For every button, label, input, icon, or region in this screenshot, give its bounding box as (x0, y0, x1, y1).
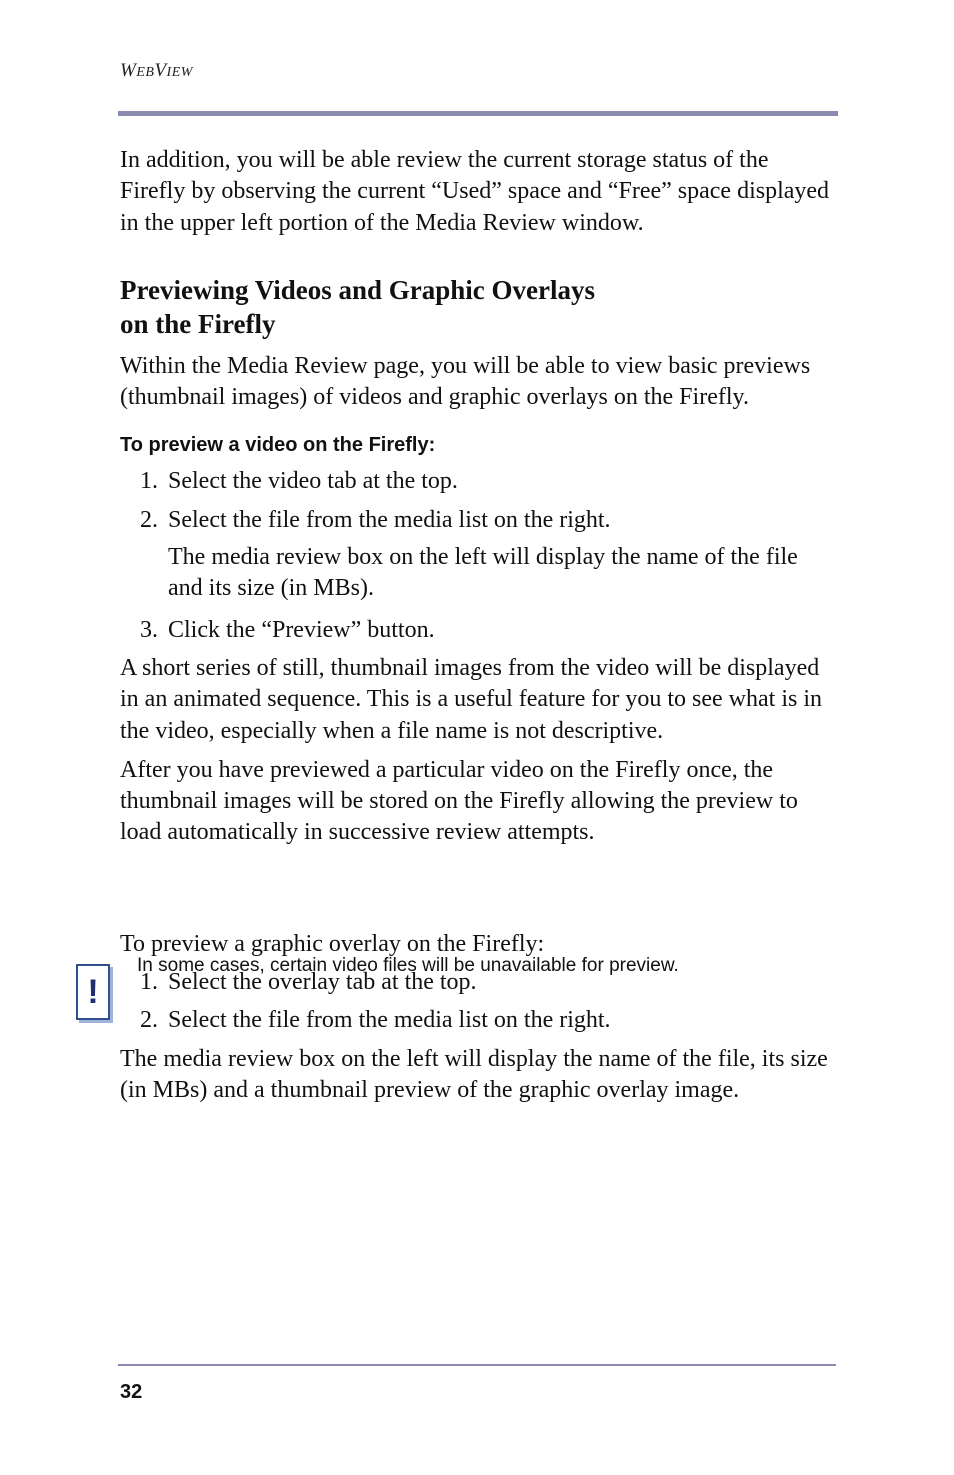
page-number: 32 (120, 1381, 143, 1403)
step-text: Click the “Preview” button. (168, 616, 435, 643)
list-item (120, 1005, 835, 1036)
running-head-v: V (154, 60, 167, 81)
step-number: 3. (140, 616, 158, 643)
section-heading-line2: on the Firefly (120, 308, 276, 339)
video-steps-list (120, 466, 835, 536)
step-number: 1. (140, 468, 158, 495)
video-steps-list-continued (120, 615, 835, 646)
step-detail: The media review box on the left will display the name of the file and its size (in MBs). (168, 544, 798, 602)
list-item (120, 615, 835, 646)
overlay-procedure-intro: To preview a graphic overlay on the Firefly: (120, 930, 545, 957)
step-number: 2. (140, 506, 158, 533)
note-icon-glyph: ! (87, 972, 99, 1011)
running-head-eb: EB (136, 65, 155, 80)
step-text: Select the file from the media list on the right. (168, 1007, 611, 1034)
video-after-paragraph-1: A short series of still, thumbnail images from the video will be displayed in an animated sequence. This is a useful feature for you to see what is in the video, especially when a file name is not descriptive. (120, 654, 823, 744)
note-text: In some cases, certain video files will be unavailable for preview. (137, 955, 679, 976)
intro-paragraph: In addition, you will be able review the current storage status of the Firefly by observing the current “Used” space and “Free” space displayed in the upper left portion of the Media Review window. (120, 147, 830, 236)
running-head-w: W (120, 60, 137, 81)
running-head-iew: IEW (166, 65, 193, 80)
section-heading (120, 273, 835, 341)
step-text: Select the video tab at the top. (168, 468, 458, 495)
video-procedure-heading: To preview a video on the Firefly: (120, 434, 436, 457)
section-paragraph: Within the Media Review page, you will be able to view basic previews (thumbnail images) of videos and graphic overlays on the Firefly. (120, 352, 811, 411)
step-number: 2. (140, 1007, 158, 1034)
overlay-after-paragraph: The media review box on the left will display the name of the file, its size (in MBs) and a thumbnail preview of the graphic overlay image. (120, 1045, 828, 1103)
footer-rule (118, 1364, 836, 1366)
step-text: Select the overlay tab at the top. (168, 969, 477, 996)
video-after-paragraph-2: After you have previewed a particular video on the Firefly once, the thumbnail images will be stored on the Firefly allowing the preview to load automatically in successive review attempts. (120, 756, 798, 846)
section-heading-line1: Previewing Videos and Graphic Overlays (120, 274, 596, 305)
exclamation-note-icon (76, 964, 110, 1020)
list-item (120, 505, 835, 536)
header-rule (118, 111, 838, 116)
running-head (120, 60, 193, 82)
step-text: Select the file from the media list on the right. (168, 506, 611, 533)
list-item (120, 466, 835, 497)
step-number: 1. (140, 969, 158, 996)
